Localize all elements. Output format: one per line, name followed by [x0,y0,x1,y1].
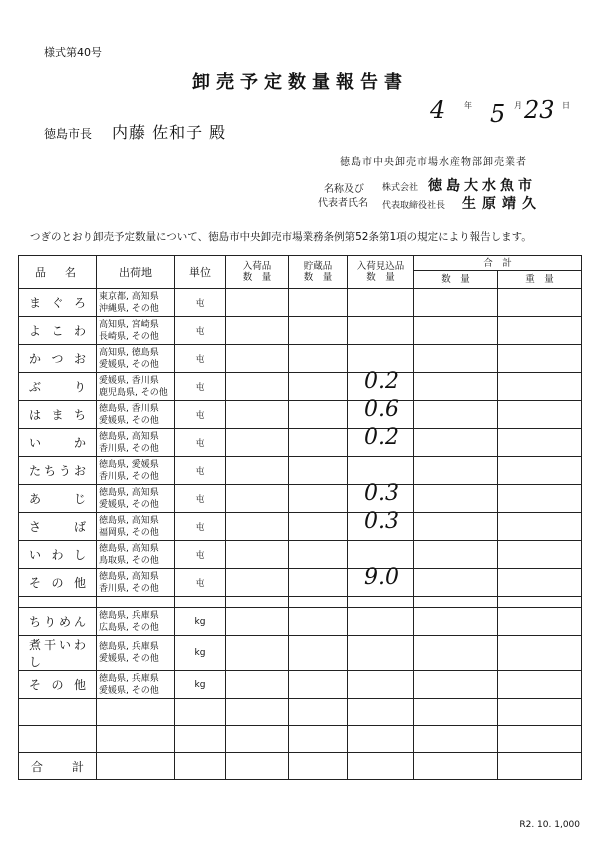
origin [97,457,175,485]
origin-line-2: 福岡県, その他 [99,527,159,538]
blank-row [19,726,582,753]
unit: 屯 [175,345,226,373]
business-type: 徳島市中央卸売市場水産物部卸売業者 [340,157,527,168]
arrival-qty [226,636,289,671]
expected-qty-value: 0.3 [364,509,399,534]
header-expected [348,256,414,289]
header-arrival [226,256,289,289]
origin-line-2: 愛媛県, その他 [99,654,159,664]
total-qty [414,345,498,373]
intro-text: つぎのとおり卸売予定数量について、徳島市中央卸売市場業務条例第52条第1項の規定により報告します。 [30,231,532,243]
origin-line-2: 鹿児島県, その他 [99,387,168,398]
item-name: まぐろ [19,289,97,317]
header-expected-label: 入荷見込品 [356,261,405,272]
addressee-name: 内藤 佐和子 殿 [112,123,227,142]
spacer-row [19,597,582,608]
origin-line-1: 徳島県, 高知県 [99,487,159,498]
origin [97,608,175,636]
item-name: いか [19,429,97,457]
total-weight [498,636,582,671]
stock-qty [289,317,348,345]
origin-line-1: 愛媛県, 香川県 [99,375,159,386]
origin-line-1: 高知県, 徳島県 [99,347,159,358]
header-stock [289,256,348,289]
table-row [19,289,582,317]
header-origin: 出荷地 [97,256,175,289]
date-day-label: 日 [562,101,570,110]
table-row [19,608,582,636]
unit: 屯 [175,513,226,541]
expected-qty [348,289,414,317]
item-name: かつお [19,345,97,373]
stock-qty [289,289,348,317]
total-qty [414,317,498,345]
expected-qty-value: 0.2 [364,425,399,450]
expected-qty [348,425,414,457]
total-weight [498,569,582,597]
total-weight [498,429,582,457]
unit: 屯 [175,569,226,597]
origin-line-2: 沖縄県, その他 [99,303,159,314]
unit: 屯 [175,317,226,345]
item-name: ちりめん [19,608,97,636]
table-row [19,373,582,401]
origin-line-2: 香川県, その他 [99,471,159,482]
total-qty [414,429,498,457]
item-name: あじ [19,485,97,513]
table-row [19,541,582,569]
header-stock-label: 貯蔵品 [303,261,333,272]
header-item: 品 名 [19,256,97,289]
arrival-qty [226,429,289,457]
unit: 屯 [175,401,226,429]
table-row [19,429,582,457]
origin-line-2: 香川県, その他 [99,443,159,454]
arrival-qty [226,671,289,699]
date-month-label: 月 [514,101,522,110]
stock-qty [289,569,348,597]
total-weight [498,608,582,636]
expected-qty [348,608,414,636]
total-qty [414,457,498,485]
stock-qty [289,513,348,541]
header-total-weight: 重 量 [498,271,582,289]
total-weight [498,671,582,699]
name-label: 名称及び [324,184,364,195]
total-weight [498,289,582,317]
table-row [19,457,582,485]
origin-line-1: 高知県, 宮崎県 [99,319,159,330]
stock-qty [289,485,348,513]
total-label: 合 計 [19,753,97,780]
stock-qty [289,401,348,429]
expected-qty-value: 9.0 [364,565,399,590]
item-name: いわし [19,541,97,569]
expected-qty-value: 0.6 [364,397,399,422]
origin-line-2: 鳥取県, その他 [99,555,159,566]
origin-line-2: 長崎県, その他 [99,331,159,342]
origin [97,485,175,513]
arrival-qty [226,401,289,429]
table-row [19,345,582,373]
unit: 屯 [175,541,226,569]
representative-name: 生原靖久 [462,196,542,212]
footer-code: R2. 10. 1,000 [519,820,580,830]
unit: 屯 [175,429,226,457]
unit: 屯 [175,289,226,317]
addressee-role: 徳島市長 [44,127,93,141]
table-row [19,569,582,597]
origin [97,636,175,671]
item-name: さば [19,513,97,541]
item-name: たちうお [19,457,97,485]
total-qty [414,608,498,636]
date-day: 23 [524,96,555,124]
arrival-qty [226,373,289,401]
origin-line-1: 徳島県, 愛媛県 [99,459,159,470]
expected-qty [348,636,414,671]
item-name: その他 [19,569,97,597]
total-weight [498,541,582,569]
arrival-qty [226,569,289,597]
stock-qty [289,373,348,401]
total-qty [414,401,498,429]
item-name: よこわ [19,317,97,345]
stock-qty [289,429,348,457]
stock-qty [289,345,348,373]
origin-line-1: 徳島県, 兵庫県 [99,610,159,621]
representative-label: 代表者氏名 [318,198,368,209]
table-row [19,513,582,541]
total-weight [498,373,582,401]
document-title: 卸売予定数量報告書 [192,72,408,93]
origin-line-2: 香川県, その他 [99,583,159,594]
expected-qty [348,509,414,541]
company-name: 徳島大水魚市 [428,178,536,194]
origin-line-2: 広島県, その他 [99,622,159,633]
origin-line-2: 愛媛県, その他 [99,359,159,370]
date-block [430,94,580,134]
arrival-qty [226,457,289,485]
total-weight [498,317,582,345]
origin [97,569,175,597]
table-row [19,485,582,513]
unit: kg [175,636,226,671]
header-stock-qty: 数 量 [303,272,333,283]
origin [97,671,175,699]
origin-line-1: 東京都, 高知県 [99,291,159,302]
arrival-qty [226,485,289,513]
origin [97,541,175,569]
report-table [18,255,582,780]
header-arrival-qty: 数 量 [242,272,272,283]
header-total-qty: 数 量 [414,271,498,289]
arrival-qty [226,345,289,373]
representative-title: 代表取締役社長 [382,201,446,211]
total-weight [498,513,582,541]
arrival-qty [226,608,289,636]
origin-line-2: 愛媛県, その他 [99,499,159,510]
total-qty [414,541,498,569]
origin [97,317,175,345]
form-number: 様式第40号 [44,46,102,59]
date-month: 5 [490,100,506,128]
total-qty [414,289,498,317]
stock-qty [289,671,348,699]
total-qty [414,373,498,401]
unit: 屯 [175,457,226,485]
total-weight [498,457,582,485]
origin [97,429,175,457]
origin-line-1: 徳島県, 高知県 [99,515,159,526]
unit: kg [175,608,226,636]
total-weight [498,345,582,373]
stock-qty [289,636,348,671]
unit: 屯 [175,373,226,401]
arrival-qty [226,541,289,569]
total-weight [498,401,582,429]
company-type: 株式会社 [382,183,419,193]
origin [97,289,175,317]
header-expected-qty: 数 量 [366,272,395,283]
origin [97,513,175,541]
table-row [19,671,582,699]
item-name: 煮干いわし [19,636,97,671]
header-unit: 単位 [175,256,226,289]
origin-line-2: 愛媛県, その他 [99,685,159,696]
item-name: はまち [19,401,97,429]
origin [97,401,175,429]
origin [97,373,175,401]
expected-qty [348,565,414,597]
total-weight [498,485,582,513]
origin-line-1: 徳島県, 香川県 [99,403,159,414]
origin-line-1: 徳島県, 高知県 [99,571,159,582]
total-qty [414,485,498,513]
stock-qty [289,541,348,569]
origin-line-2: 愛媛県, その他 [99,415,159,426]
stock-qty [289,457,348,485]
total-row [19,753,582,780]
origin-line-1: 徳島県, 兵庫県 [99,642,159,652]
origin-line-1: 徳島県, 兵庫県 [99,673,159,684]
total-qty [414,513,498,541]
date-year-label: 年 [464,101,472,110]
table-row [19,401,582,429]
expected-qty-value: 0.2 [364,369,399,394]
arrival-qty [226,513,289,541]
stock-qty [289,608,348,636]
header-arrival-label: 入荷品 [242,261,272,272]
item-name: ぶり [19,373,97,401]
arrival-qty [226,289,289,317]
arrival-qty [226,317,289,345]
header-total: 合 計 [414,256,582,271]
table-row [19,317,582,345]
origin [97,345,175,373]
origin-line-1: 徳島県, 高知県 [99,431,159,442]
blank-row [19,699,582,726]
total-qty [414,671,498,699]
item-name: その他 [19,671,97,699]
unit: kg [175,671,226,699]
total-qty [414,636,498,671]
origin-line-1: 徳島県, 高知県 [99,543,159,554]
total-qty [414,569,498,597]
date-year: 4 [430,96,446,124]
expected-qty [348,317,414,345]
expected-qty-value: 0.3 [364,481,399,506]
expected-qty [348,671,414,699]
unit: 屯 [175,485,226,513]
table-row [19,636,582,671]
